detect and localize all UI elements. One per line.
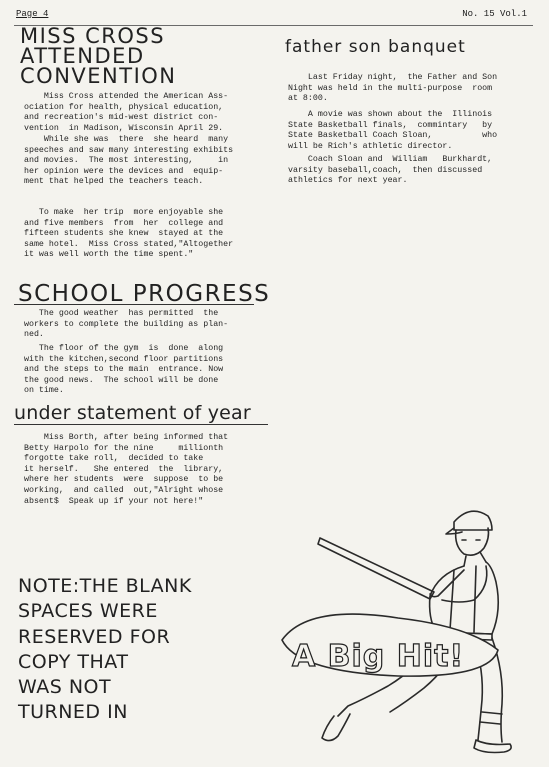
cross-paragraph-1: Miss Cross attended the American Ass- ociation for health, physical education, and recreation's mid-west district con- vention in Madison, Wisconsin April 29. [24,92,229,133]
baseball-batter-illustration [278,500,540,762]
banquet-headline: father son banquet [285,37,466,57]
understatement-paragraph-1: Miss Borth, after being informed that Betty Harpolo for the nine millionth forgotte take roll, decided to take it herself. She entered the library, where her students were suppose to be working, and called out,"Alright whose absent$ Speak up if your not here!" [24,433,229,506]
cross-headline: MISS CROSS ATTENDED CONVENTION [20,24,177,88]
cross-paragraph-3: To make her trip more enjoyable she and five members from her college and fifteen students she knew stayed at the same hotel. Miss Cross stated,"Altogether it was well worth the time spent." [24,208,234,260]
banquet-paragraph-2: A movie was shown about the Illinois State Basketball finals, commintary by State Basketball Coach Sloan, who will be Rich's athletic director. [288,110,498,151]
progress-headline: SCHOOL PROGRESS [18,281,271,307]
page-number: Page 4 [16,9,49,19]
progress-paragraph-2: The floor of the gym is done along with the kitchen,second floor partitions and the steps to the main entrance. Now the good news. The school will be done on time. [24,344,224,396]
understatement-rule [14,424,268,425]
big-hit-caption: A Big Hit! [292,639,465,674]
understatement-headline: under statement of year [14,402,251,424]
progress-rule [14,304,254,305]
cross-paragraph-2: While she was there she heard many speeches and saw many interesting exhibits and movies. The most interesting, in her opinion were the devices and equip- ment that helped the teachers teach. [24,135,234,187]
banquet-paragraph-1: Last Friday night, the Father and Son Night was held in the multi-purpose room at 8:00. [288,73,498,104]
banquet-paragraph-3: Coach Sloan and William Burkhardt, varsity baseball,coach, then discussed athletics for next year. [288,155,493,186]
progress-paragraph-1: The good weather has permitted the workers to complete the building as plan- ned. [24,309,229,340]
blank-spaces-note: NOTE:THE BLANK SPACES WERE RESERVED FOR COPY THAT WAS NOT TURNED IN [18,575,192,724]
issue-number: No. 15 Vol.1 [462,9,527,19]
